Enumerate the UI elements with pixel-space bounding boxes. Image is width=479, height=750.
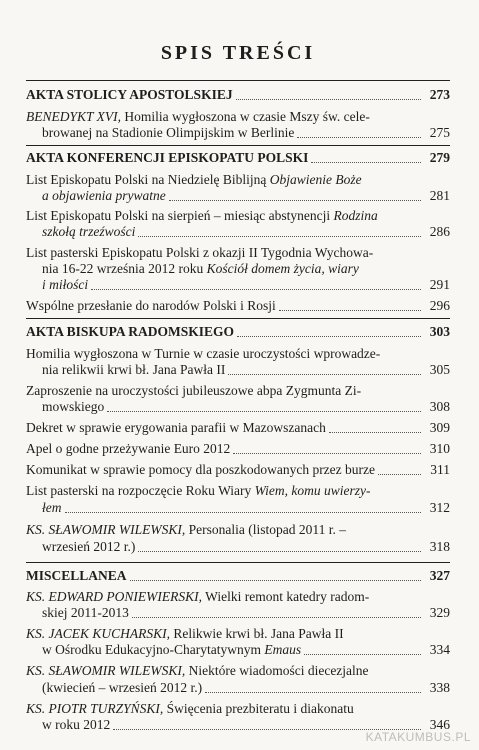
toc-entry: Komunikat w sprawie pomocy dla poszkodowanych przez burze 311: [26, 462, 450, 477]
toc-entry-cont: w roku 2012 346: [42, 717, 450, 732]
page-title: SPIS TREŚCI: [160, 42, 316, 64]
toc-entry: List Episkopatu Polski na sierpień – miesiąc abstynencji Rodzina: [26, 208, 378, 223]
toc-entry: List pasterski na rozpoczęcie Roku Wiary Wiem, komu uwierzy-: [26, 483, 371, 498]
toc-entry-cont: wrzesień 2012 r.) 318: [42, 539, 450, 554]
section-rule: [26, 318, 450, 319]
section-rule: [26, 562, 450, 563]
toc-entry: List Episkopatu Polski na Niedzielę Biblijną Objawienie Boże: [26, 172, 362, 187]
toc-entry-cont: i miłości 291: [42, 277, 450, 292]
toc-entry-cont: łem 312: [42, 500, 450, 515]
toc-entry-cont: mowskiego 308: [42, 399, 450, 414]
section-heading: MISCELLANEA 327: [26, 568, 450, 583]
toc-entry-cont: nia 16-22 września 2012 roku Kościół domem życia, wiary: [42, 261, 359, 276]
toc-entry: KS. JACEK KUCHARSKI, Relikwie krwi bł. Jana Pawła II: [26, 626, 344, 641]
watermark: KATAKUMBUS.PL: [365, 730, 471, 744]
toc-entry: Homilia wygłoszona w Turnie w czasie uroczystości wprowadze-: [26, 346, 381, 361]
toc-entry: Wspólne przesłanie do narodów Polski i Rosji 296: [26, 298, 450, 313]
toc-entry: KS. SŁAWOMIR WILEWSKI, Personalia (listopad 2011 r. –: [26, 522, 346, 537]
toc-entry-cont: browanej na Stadionie Olimpijskim w Berlinie 275: [42, 125, 450, 140]
toc-entry-cont: a objawienia prywatne 281: [42, 188, 450, 203]
toc-entry: Zaproszenie na uroczystości jubileuszowe abpa Zygmunta Zi-: [26, 383, 362, 398]
toc-entry-cont: w Ośrodku Edukacyjno-Charytatywnym Emaus 334: [42, 642, 450, 657]
toc-entry: Apel o godne przeżywanie Euro 2012 310: [26, 441, 450, 456]
toc-entry: KS. EDWARD PONIEWIERSKI, Wielki remont katedry radom-: [26, 589, 370, 604]
section-heading: AKTA STOLICY APOSTOLSKIEJ 273: [26, 87, 450, 102]
section-heading: AKTA KONFERENCJI EPISKOPATU POLSKI 279: [26, 150, 450, 165]
toc-entry-cont: (kwiecień – wrzesień 2012 r.) 338: [42, 680, 450, 695]
toc-entry-cont: nia relikwii krwi bł. Jana Pawła II 305: [42, 362, 450, 377]
section-heading: AKTA BISKUPA RADOMSKIEGO 303: [26, 324, 450, 339]
toc-entry: Dekret w sprawie erygowania parafii w Mazowszanach 309: [26, 420, 450, 435]
toc-entry: KS. SŁAWOMIR WILEWSKI, Niektóre wiadomości diecezjalne: [26, 663, 369, 678]
toc-entry: BENEDYKT XVI, Homilia wygłoszona w czasie Mszy św. cele-: [26, 109, 370, 124]
toc-entry: List pasterski Episkopatu Polski z okazji II Tygodnia Wychowa-: [26, 245, 374, 260]
section-rule: [26, 145, 450, 146]
toc-entry: KS. PIOTR TURZYŃSKI, Święcenia prezbiteratu i diakonatu: [26, 701, 354, 716]
toc-entry-cont: skiej 2011-2013 329: [42, 605, 450, 620]
section-rule: [26, 80, 450, 81]
toc-entry-cont: szkołą trzeźwości 286: [42, 224, 450, 239]
